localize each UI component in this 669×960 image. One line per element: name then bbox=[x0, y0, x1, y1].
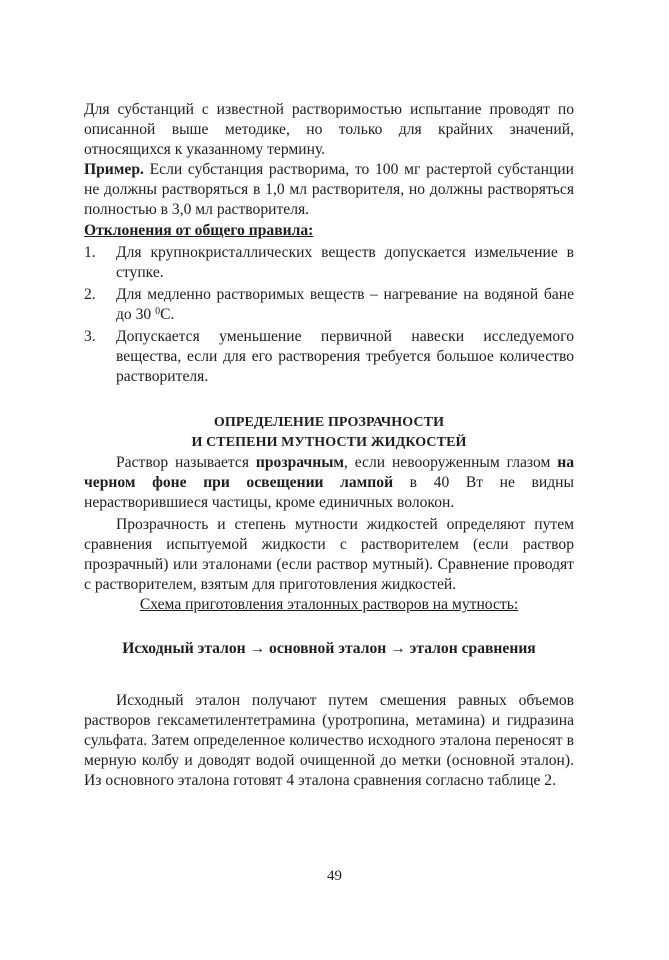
scheme-line: Исходный эталон → основной эталон → эталон сравнения bbox=[122, 640, 536, 657]
bold-term: прозрачным bbox=[255, 454, 345, 471]
page-number: 49 bbox=[327, 868, 342, 884]
list-item bbox=[84, 285, 574, 325]
list-item-text: Для медленно растворимых веществ – нагревание на водяной бане до 30 bbox=[116, 286, 574, 323]
list-item-number: 1. bbox=[84, 244, 96, 261]
list-item-text: Допускается уменьшение первичной навески исследуемого вещества, если для его растворения требуется большое количество растворителя. bbox=[116, 328, 574, 385]
list-item bbox=[84, 327, 574, 387]
example-label: Пример. bbox=[84, 161, 144, 178]
degree-superscript: 0 bbox=[155, 306, 161, 317]
section-title bbox=[84, 413, 574, 453]
preparation-paragraph: Исходный эталон получают путем смешения равных объемов растворов гексаметилентетрамина (уротропина, метамина) и гидразина сульфата. Затем определенное количество исходного эталона переносят в мерную колбу и доводят водой очищенной до метки (основной эталон). Из основного эталона готовят 4 эталона сравнения согласно таблице 2. bbox=[84, 692, 574, 789]
exceptions-heading: Отклонения от общего правила: bbox=[84, 222, 314, 239]
text-run: Раствор называется bbox=[116, 454, 256, 471]
section-title-line1: ОПРЕДЕЛЕНИЕ ПРОЗРАЧНОСТИ bbox=[213, 415, 445, 430]
example-paragraph bbox=[84, 160, 574, 220]
text-run: в 40 Вт не видны нерастворившиеся частицы, кроме единичных волокон. bbox=[84, 474, 574, 511]
exceptions-list bbox=[84, 243, 574, 387]
list-item bbox=[84, 243, 574, 283]
list-item-number: 3. bbox=[84, 328, 96, 345]
example-text: Если субстанция растворима, то 100 мг растертой субстанции не должны растворяться в 1,0 мл растворителя, но должны растворяться полностью в 3,0 мл растворителя. bbox=[84, 161, 574, 218]
scheme-caption: Схема приготовления эталонных растворов на мутность: bbox=[139, 596, 519, 613]
section-title-line2: И СТЕПЕНИ МУТНОСТИ ЖИДКОСТЕЙ bbox=[191, 435, 467, 450]
list-item-text: Для крупнокристаллических веществ допускается измельчение в ступке. bbox=[116, 244, 574, 281]
text-run: , если невооруженным глазом bbox=[344, 454, 558, 471]
comparison-paragraph: Прозрачность и степень мутности жидкостей определяют путем сравнения испытуемой жидкости с растворителем (если раствор прозрачный) или эталонами (если раствор мутный). Сравнение проводят с растворителем, взятым для приготовления жидкостей. bbox=[84, 516, 574, 593]
definition-paragraph bbox=[84, 453, 574, 513]
intro-paragraph: Для субстанций с известной растворимостью испытание проводят по описанной выше методике, но только для крайних значений, относящихся к указанному термину. bbox=[84, 101, 574, 158]
list-item-number: 2. bbox=[84, 286, 96, 303]
page-body bbox=[84, 100, 574, 791]
bold-condition: на черном фоне при освещении лампой bbox=[84, 454, 574, 491]
list-item-text-end: С. bbox=[160, 306, 175, 323]
